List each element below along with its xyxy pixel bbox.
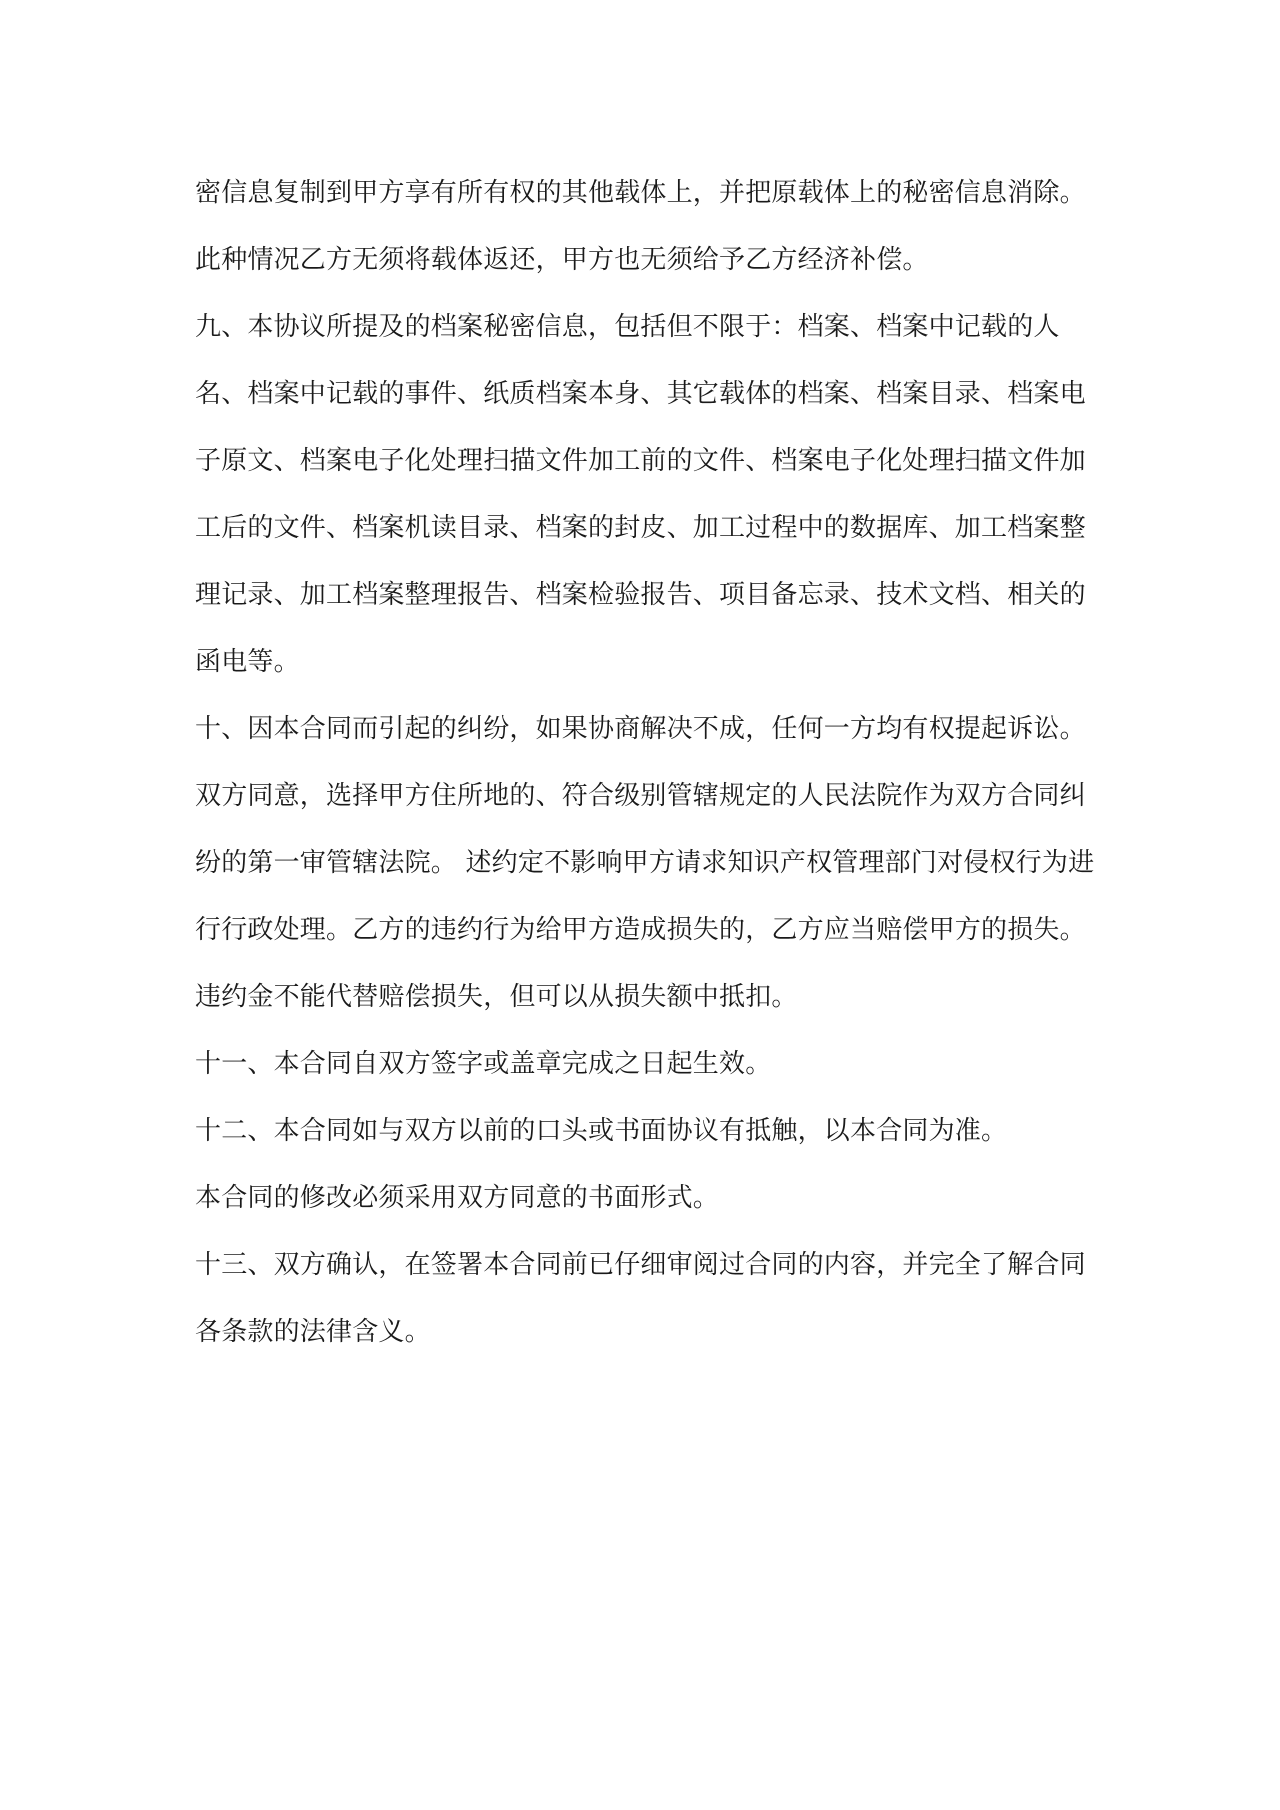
text-line: 名、档案中记载的事件、纸质档案本身、其它载体的档案、档案目录、档案电 [195,379,1086,409]
text-line: 各条款的法律含义。 [195,1317,431,1347]
text-line: 违约金不能代替赔偿损失，但可以从损失额中抵扣。 [195,982,798,1012]
text-line: 双方同意，选择甲方住所地的、符合级别管辖规定的人民法院作为双方合同纠 [195,781,1086,811]
text-line: 纷的第一审管辖法院。 述约定不影响甲方请求知识产权管理部门对侵权行为进 [195,848,1095,878]
clause-10-line: 十、因本合同而引起的纠纷，如果协商解决不成，任何一方均有权提起诉讼。 [195,714,1086,744]
clause-11-line: 十一、本合同自双方签字或盖章完成之日起生效。 [195,1049,772,1079]
text-line: 函电等。 [195,647,300,677]
text-line: 工后的文件、档案机读目录、档案的封皮、加工过程中的数据库、加工档案整 [195,513,1086,543]
clause-9-line: 九、本协议所提及的档案秘密信息，包括但不限于：档案、档案中记载的人 [195,312,1060,342]
text-line: 本合同的修改必须采用双方同意的书面形式。 [195,1183,720,1213]
text-line: 理记录、加工档案整理报告、档案检验报告、项目备忘录、技术文档、相关的 [195,580,1086,610]
clause-13-line: 十三、双方确认，在签署本合同前已仔细审阅过合同的内容，并完全了解合同 [195,1250,1086,1280]
clause-12-line: 十二、本合同如与双方以前的口头或书面协议有抵触，以本合同为准。 [195,1116,1008,1146]
contract-text-block [195,160,1095,1366]
text-line: 子原文、档案电子化处理扫描文件加工前的文件、档案电子化处理扫描文件加 [195,446,1086,476]
text-line: 行行政处理。乙方的违约行为给甲方造成损失的，乙方应当赔偿甲方的损失。 [195,915,1086,945]
text-line: 密信息复制到甲方享有所有权的其他载体上，并把原载体上的秘密信息消除。 [195,178,1086,208]
text-line: 此种情况乙方无须将载体返还，甲方也无须给予乙方经济补偿。 [195,245,929,275]
